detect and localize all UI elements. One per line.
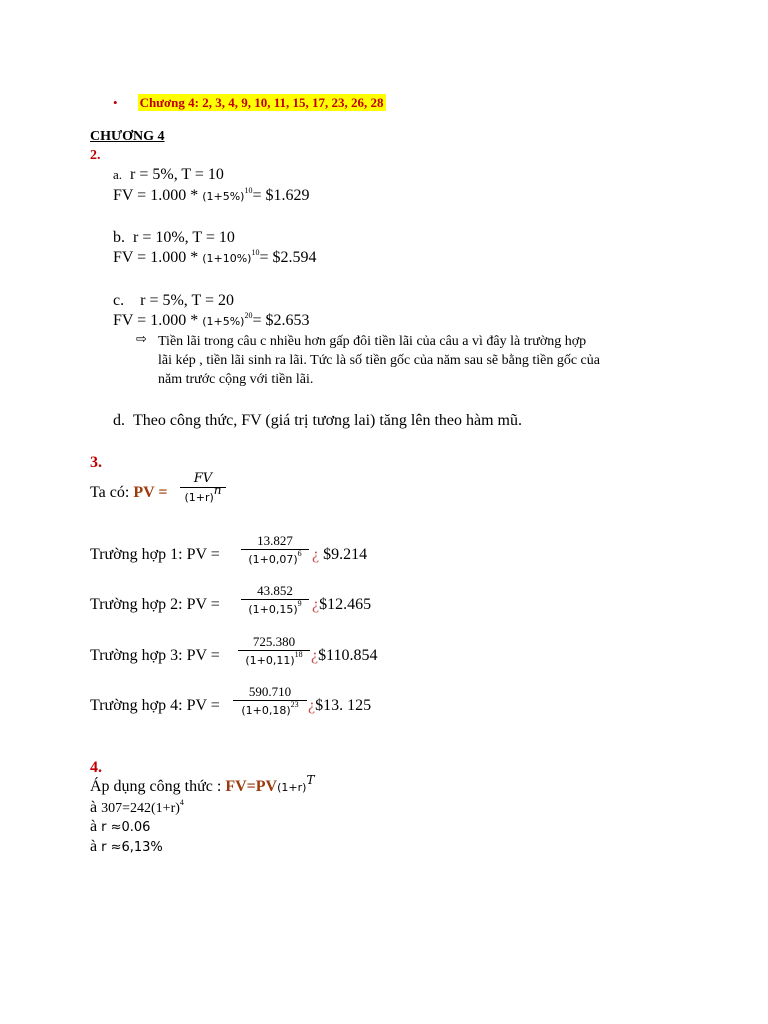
q2-c-params: c. r = 5%, T = 20 xyxy=(113,292,235,309)
case-1-fraction: $\frac{13.827}{(1+0,07)^6}$ xyxy=(241,533,309,568)
bullet-dot: • xyxy=(113,95,118,110)
case-1-label: Trường hợp 1: PV = xyxy=(90,546,220,563)
q4-line-3: à r ≈6,13% xyxy=(90,838,163,855)
q2-number: 2. xyxy=(90,148,101,163)
case-4-fraction: $\frac{590.710}{(1+0,18)^{23}}$ xyxy=(233,684,307,719)
q2-c-fv: FV = $1.000 * (1+5\%)^{20}=$ $2.653 xyxy=(113,311,310,329)
q2-a-params: a. r = 5%, T = 10 xyxy=(113,166,224,183)
bullet-text: Chương 4: 2, 3, 4, 9, 10, 11, 15, 17, 23, 26, 28 xyxy=(139,95,384,110)
q2-b-params: b. r = 10%, T = 10 xyxy=(113,229,235,246)
q3-number: 3. xyxy=(90,454,102,471)
q4-intro: Áp dụng công thức : $FV=PV(1+r)^T$ xyxy=(90,773,315,795)
q2-a-fv: FV = $1.000 * (1+5\%)^{10}=$ $1.629 xyxy=(113,186,310,204)
q3-formula: $\frac{FV}{(1+r)^n}$ xyxy=(180,471,226,506)
case-2-result: ¿$12.465 xyxy=(312,596,372,613)
case-3-result: ¿$110.854 xyxy=(311,647,378,664)
q4-line-2: à r ≈0.06 xyxy=(90,818,151,835)
q2-c-note-line1: Tiền lãi trong câu c nhiều hơn gấp đôi tiền lãi của câu a vì đây là trường hợp xyxy=(158,334,587,349)
q2-b-fv: FV = $1.000 * (1+10\%)^{10}=$ $2.594 xyxy=(113,248,317,266)
case-4-result: ¿$13. 125 xyxy=(308,697,372,714)
q4-line-1: à $307=242(1+r)^4$ xyxy=(90,798,184,816)
q2-c-note-line2: lãi kép , tiền lãi sinh ra lãi. Tức là số tiền gốc của năm sau sẽ bằng tiền gốc của xyxy=(158,353,600,368)
chapter-heading: CHƯƠNG 4 xyxy=(90,129,165,144)
q2-d-text: d. Theo công thức, FV (giá trị tương lai) tăng lên theo hàm mũ. xyxy=(113,412,522,429)
q3-intro: Ta có: PV = xyxy=(90,484,168,501)
case-1-result: ¿ $9.214 xyxy=(312,546,368,563)
case-4-label: Trường hợp 4: PV = xyxy=(90,697,220,714)
case-2-fraction: $\frac{43.852}{(1+0,15)^9}$ xyxy=(241,583,309,618)
case-3-fraction: $\frac{725.380}{(1+0,11)^{18}}$ xyxy=(238,634,310,669)
case-3-label: Trường hợp 3: PV = xyxy=(90,647,220,664)
q2-c-note-line3: năm trước cộng với tiền lãi. xyxy=(158,372,314,387)
q4-number: 4. xyxy=(90,759,102,776)
bullet-item xyxy=(113,94,386,112)
case-2-label: Trường hợp 2: PV = xyxy=(90,596,220,613)
arrow-icon: ⇨ xyxy=(136,332,147,347)
